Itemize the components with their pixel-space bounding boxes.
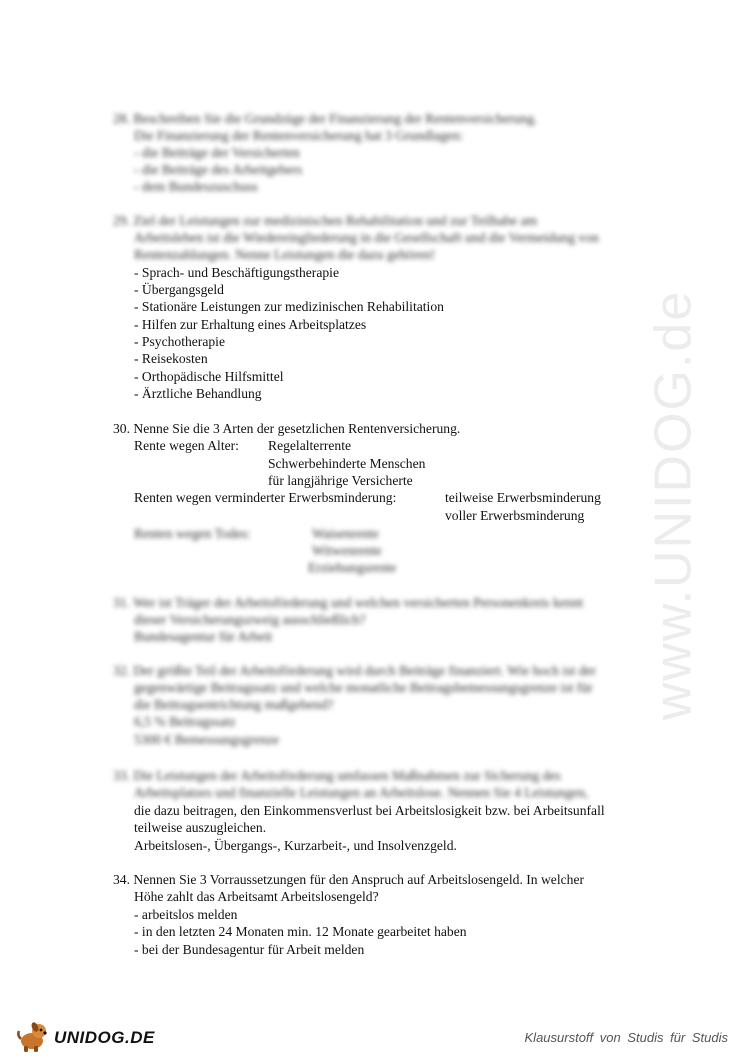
footer-tagline: Klausurstoff von Studis für Studis	[524, 1030, 728, 1045]
q29-item: - Reisekosten	[134, 351, 208, 366]
q32-line: 5300 € Bemessungsgrenze	[134, 732, 279, 747]
q30-erwerb-item: voller Erwerbsminderung	[445, 508, 585, 523]
q29-question: 29. Ziel der Leistungen zur medizinischen Rehabilitation und zur Teilhabe am	[113, 213, 538, 228]
logo-text: UNIDOG.DE	[54, 1028, 155, 1047]
q29-item: - Sprach- und Beschäftigungstherapie	[134, 265, 339, 280]
q30-tod-item: Witwenrente	[312, 543, 382, 558]
q31-line: Bundesagentur für Arbeit	[134, 629, 273, 644]
q33-blurred-line: 33. Die Leistungen der Arbeitsförderung umfassen Maßnahmen zur Sicherung des	[113, 768, 561, 783]
q30-erwerb-label: Renten wegen verminderter Erwerbsminderung:	[134, 490, 397, 505]
q32-line: die Beitragsentrichtung maßgebend?	[134, 697, 334, 712]
q34-question: Höhe zahlt das Arbeitsamt Arbeitslosengeld?	[134, 889, 379, 904]
q31-line: dieser Versicherungszweig ausschließlich?	[134, 612, 366, 627]
q33-line: teilweise auszugleichen.	[134, 820, 267, 835]
q30-tod-item: Erziehungsrente	[308, 560, 397, 575]
q28-line: - die Beiträge der Versicherten	[134, 145, 300, 160]
q29-item: - Hilfen zur Erhaltung eines Arbeitsplatzes	[134, 317, 367, 332]
q29-item: - Psychotherapie	[134, 334, 225, 349]
q32-line: 6,5 % Beitragssatz	[134, 714, 236, 729]
q29-item: - Ärztliche Behandlung	[134, 386, 262, 401]
dog-icon	[16, 1019, 50, 1058]
q30-alter-item: Schwerbehinderte Menschen	[268, 456, 426, 471]
q34-question: 34. Nennen Sie 3 Vorraussetzungen für den Anspruch auf Arbeitslosengeld. In welcher	[113, 872, 585, 887]
q29-question: Rentenzahlungen. Nenne Leistungen die dazu gehören!	[134, 247, 436, 262]
unidog-logo[interactable]	[16, 1020, 155, 1056]
watermark-text: www.UNIDOG.de	[644, 289, 702, 721]
q29-item: - Stationäre Leistungen zur medizinischen Rehabilitation	[134, 299, 444, 314]
q30-tod-item: Waisenrente	[312, 526, 379, 541]
q30-alter-item: für langjährige Versicherte	[268, 473, 413, 488]
q30-erwerb-item: teilweise Erwerbsminderung	[445, 490, 601, 505]
q28-line: Die Finanzierung der Rentenversicherung hat 3 Grundlagen:	[134, 128, 464, 143]
q34-item: - in den letzten 24 Monaten min. 12 Monate gearbeitet haben	[134, 924, 467, 939]
q29-question: Arbeitsleben ist die Wiedereingliederung in die Gesellschaft und die Vermeidung von	[134, 230, 599, 245]
q33-line: die dazu beitragen, den Einkommensverlust bei Arbeitslosigkeit bzw. bei Arbeitsunfall	[134, 803, 605, 818]
q30-alter-item: Regelalterrente	[268, 438, 352, 453]
q32-line: gegenwärtige Beitragssatz und welche monatliche Beitragsbemessungsgrenze ist für	[134, 680, 593, 695]
q30-alter-label: Rente wegen Alter:	[134, 438, 239, 453]
q34-item: - bei der Bundesagentur für Arbeit melden	[134, 942, 365, 957]
q28-line: - die Beiträge des Arbeitgebers	[134, 162, 303, 177]
q29-item: - Orthopädische Hilfsmittel	[134, 369, 284, 384]
q30-question: 30. Nenne Sie die 3 Arten der gesetzlichen Rentenversicherung.	[113, 421, 461, 436]
q28-question: 28. Beschreiben Sie die Grundzüge der Finanzierung der Rentenversicherung.	[113, 111, 538, 126]
q33-line: Arbeitslosen-, Übergangs-, Kurzarbeit-, und Insolvenzgeld.	[134, 838, 457, 853]
q31-line: 31. Wer ist Träger der Arbeitsförderung und welchen versicherten Personenkreis kennt	[113, 595, 584, 610]
q28-line: - dem Bundeszuschuss	[134, 179, 258, 194]
watermark	[628, 270, 718, 740]
q33-blurred-line: Arbeitsplatzes und finanzielle Leistungen an Arbeitslose. Nennen Sie 4 Leistungen,	[134, 785, 589, 800]
q30-tod-label: Renten wegen Todes:	[134, 526, 251, 541]
q32-line: 32. Der größte Teil der Arbeitsförderung wird durch Beiträge finanziert. Wie hoch ist der	[113, 663, 597, 678]
q29-item: - Übergangsgeld	[134, 282, 224, 297]
q34-item: - arbeitslos melden	[134, 907, 238, 922]
